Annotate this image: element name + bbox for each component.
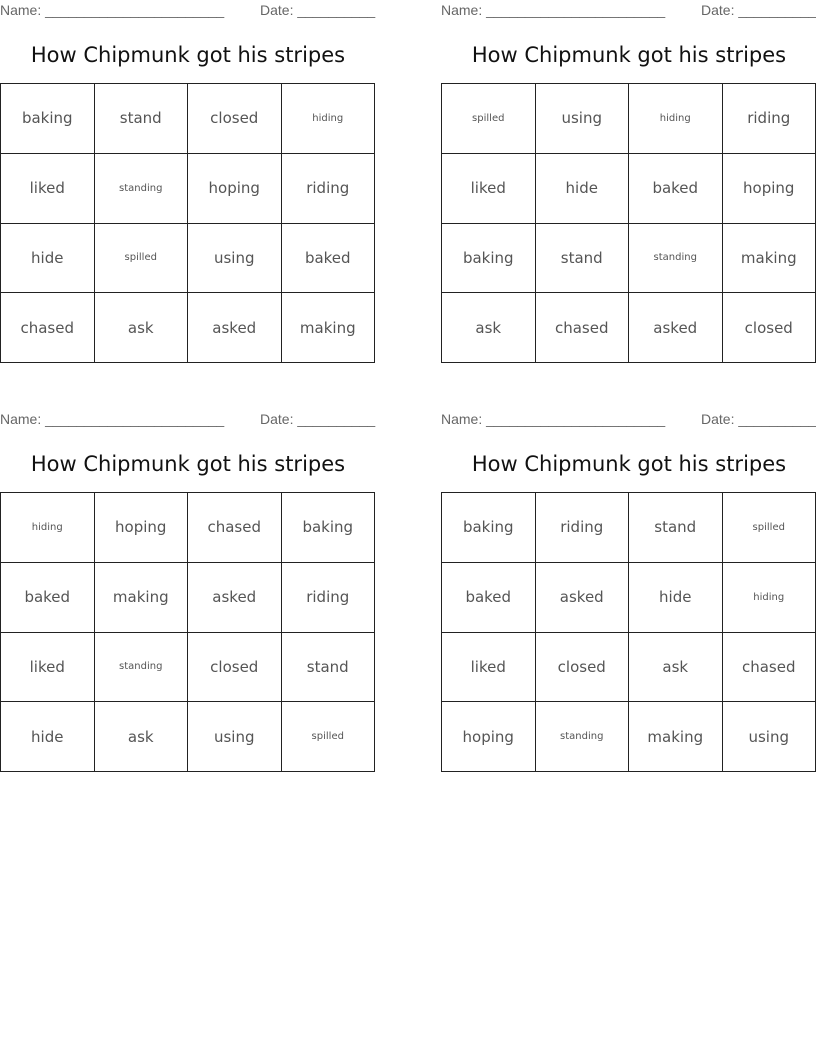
grid-cell: liked [1,632,95,702]
grid-cell: chased [188,493,282,563]
grid-cell: liked [1,153,95,223]
grid-cell: hoping [722,153,816,223]
date-field[interactable]: Date: __________ [260,411,376,427]
grid-cell: stand [94,84,188,154]
grid-cell: stand [629,493,723,563]
grid-cell: using [188,223,282,293]
grid-cell: riding [281,153,375,223]
grid-cell: spilled [442,84,536,154]
grid-cell: asked [629,293,723,363]
grid-row [1,632,375,702]
grid-cell: hide [629,562,723,632]
grid-cell: spilled [722,493,816,563]
grid-cell: standing [94,153,188,223]
grid-cell: standing [629,223,723,293]
grid-cell: ask [629,632,723,702]
grid-cell: baked [629,153,723,223]
date-field[interactable]: Date: __________ [260,2,376,18]
grid-cell: riding [722,84,816,154]
grid-row [442,632,816,702]
grid-cell: hiding [281,84,375,154]
date-field[interactable]: Date: __________ [701,2,816,18]
card-title: How Chipmunk got his stripes [30,452,346,476]
bingo-card-3 [0,409,376,774]
grid-cell: riding [535,493,629,563]
grid-row [442,153,816,223]
grid-row [1,562,375,632]
grid-row [442,293,816,363]
grid-cell: hiding [629,84,723,154]
grid-cell: making [722,223,816,293]
grid-cell: ask [442,293,536,363]
name-field[interactable]: Name: _______________________ [441,2,666,18]
grid-cell: asked [188,293,282,363]
bingo-card-4 [441,409,816,774]
grid-cell: making [629,702,723,772]
grid-cell: baking [442,223,536,293]
grid-cell: closed [188,632,282,702]
grid-cell: making [281,293,375,363]
grid-cell: hide [1,223,95,293]
grid-row [1,84,375,154]
grid-cell: liked [442,153,536,223]
grid-cell: hiding [1,493,95,563]
card-header [441,411,816,429]
grid-cell: hoping [188,153,282,223]
card-title: How Chipmunk got his stripes [30,43,346,67]
grid-row [1,153,375,223]
card-title: How Chipmunk got his stripes [471,43,787,67]
bingo-grid [0,492,375,772]
card-header [441,2,816,20]
card-title: How Chipmunk got his stripes [471,452,787,476]
bingo-card-1 [0,0,376,365]
bingo-grid [441,83,816,363]
grid-cell: baked [1,562,95,632]
name-field[interactable]: Name: _______________________ [0,2,225,18]
grid-cell: chased [722,632,816,702]
grid-row [442,84,816,154]
grid-cell: ask [94,293,188,363]
grid-cell: ask [94,702,188,772]
grid-cell: standing [535,702,629,772]
grid-cell: baking [1,84,95,154]
grid-cell: spilled [281,702,375,772]
grid-cell: liked [442,632,536,702]
grid-row [1,702,375,772]
grid-cell: standing [94,632,188,702]
grid-cell: hoping [94,493,188,563]
bingo-grid [441,492,816,772]
grid-cell: making [94,562,188,632]
card-header [0,411,376,429]
grid-cell: baking [281,493,375,563]
grid-cell: stand [281,632,375,702]
grid-cell: chased [1,293,95,363]
grid-cell: chased [535,293,629,363]
grid-row [442,702,816,772]
grid-cell: closed [188,84,282,154]
grid-cell: hide [535,153,629,223]
grid-cell: riding [281,562,375,632]
card-header [0,2,376,20]
bingo-card-2 [441,0,816,365]
grid-cell: hide [1,702,95,772]
grid-row [442,493,816,563]
grid-cell: baked [442,562,536,632]
name-field[interactable]: Name: _______________________ [0,411,225,427]
grid-row [1,293,375,363]
name-field[interactable]: Name: _______________________ [441,411,666,427]
grid-row [1,223,375,293]
grid-row [1,493,375,563]
grid-cell: stand [535,223,629,293]
grid-cell: closed [722,293,816,363]
grid-row [442,223,816,293]
grid-cell: asked [188,562,282,632]
grid-cell: closed [535,632,629,702]
grid-row [442,562,816,632]
bingo-grid [0,83,375,363]
grid-cell: using [188,702,282,772]
grid-cell: hiding [722,562,816,632]
grid-cell: spilled [94,223,188,293]
grid-cell: using [535,84,629,154]
grid-cell: baking [442,493,536,563]
grid-cell: hoping [442,702,536,772]
grid-cell: asked [535,562,629,632]
grid-cell: baked [281,223,375,293]
grid-cell: using [722,702,816,772]
date-field[interactable]: Date: __________ [701,411,816,427]
